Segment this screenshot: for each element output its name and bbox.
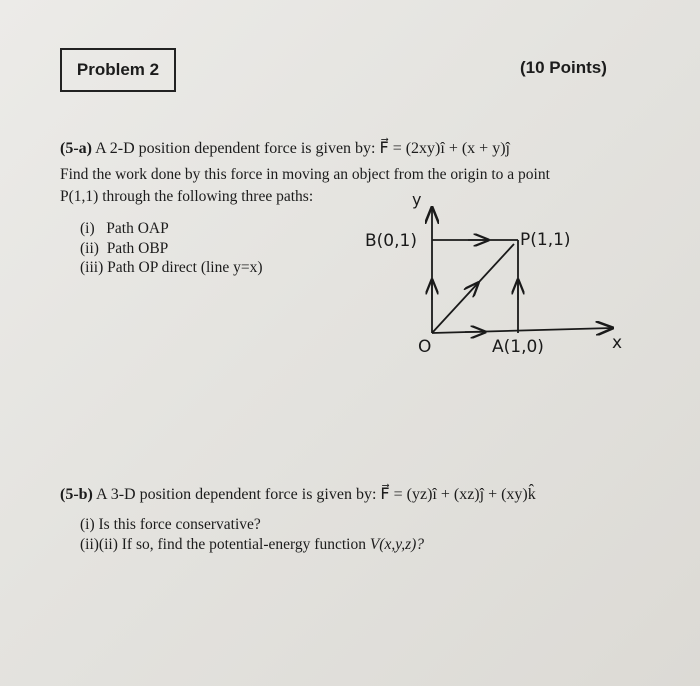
part-b-intro: A 3-D position dependent force is given by: — [96, 486, 377, 503]
path-text: Path OBP — [106, 240, 169, 257]
y-axis-label: y — [412, 190, 422, 209]
x-axis-label: x — [612, 333, 623, 353]
points-label: (10 Points) — [520, 58, 607, 77]
x-axis — [432, 328, 612, 333]
point-b-label: B(0,1) — [365, 231, 417, 251]
part-b-question-2 — [80, 536, 424, 554]
part-b-label: (5-b) — [60, 486, 93, 503]
part-b-question-1: (i) Is this force conservative? — [80, 516, 261, 533]
part-a-intro: A 2-D position dependent force is given by: — [95, 140, 376, 157]
path-number: (iii) — [80, 259, 104, 276]
point-p-label: P(1,1) — [520, 230, 571, 250]
path-text: Path OAP — [106, 220, 169, 237]
part-a-question-line1: Find the work done by this force in moving an object from the origin to a point — [60, 166, 550, 183]
part-a-label: (5-a) — [60, 140, 92, 157]
problem-title: Problem 2 — [76, 60, 160, 79]
point-a-label: A(1,0) — [492, 337, 544, 357]
origin-label: O — [418, 337, 432, 357]
part-b-statement — [60, 484, 536, 504]
arrow-op — [468, 283, 478, 294]
part-a-force-equation: F⃗ = (2xy)î + (x + y)ĵ — [379, 140, 510, 157]
part-b-question-2-text: (ii)(ii) If so, find the potential-energy function — [80, 536, 366, 553]
path-text: Path OP direct (line y=x) — [107, 259, 263, 276]
path-number: (ii) — [80, 240, 99, 257]
path-number: (i) — [80, 220, 95, 237]
part-a-question-line2: P(1,1) through the following three paths: — [60, 188, 314, 205]
potential-function: V(x,y,z)? — [369, 536, 425, 553]
part-b-force-equation: F⃗ = (yz)î + (xz)ĵ + (xy)k̂ — [380, 486, 536, 503]
